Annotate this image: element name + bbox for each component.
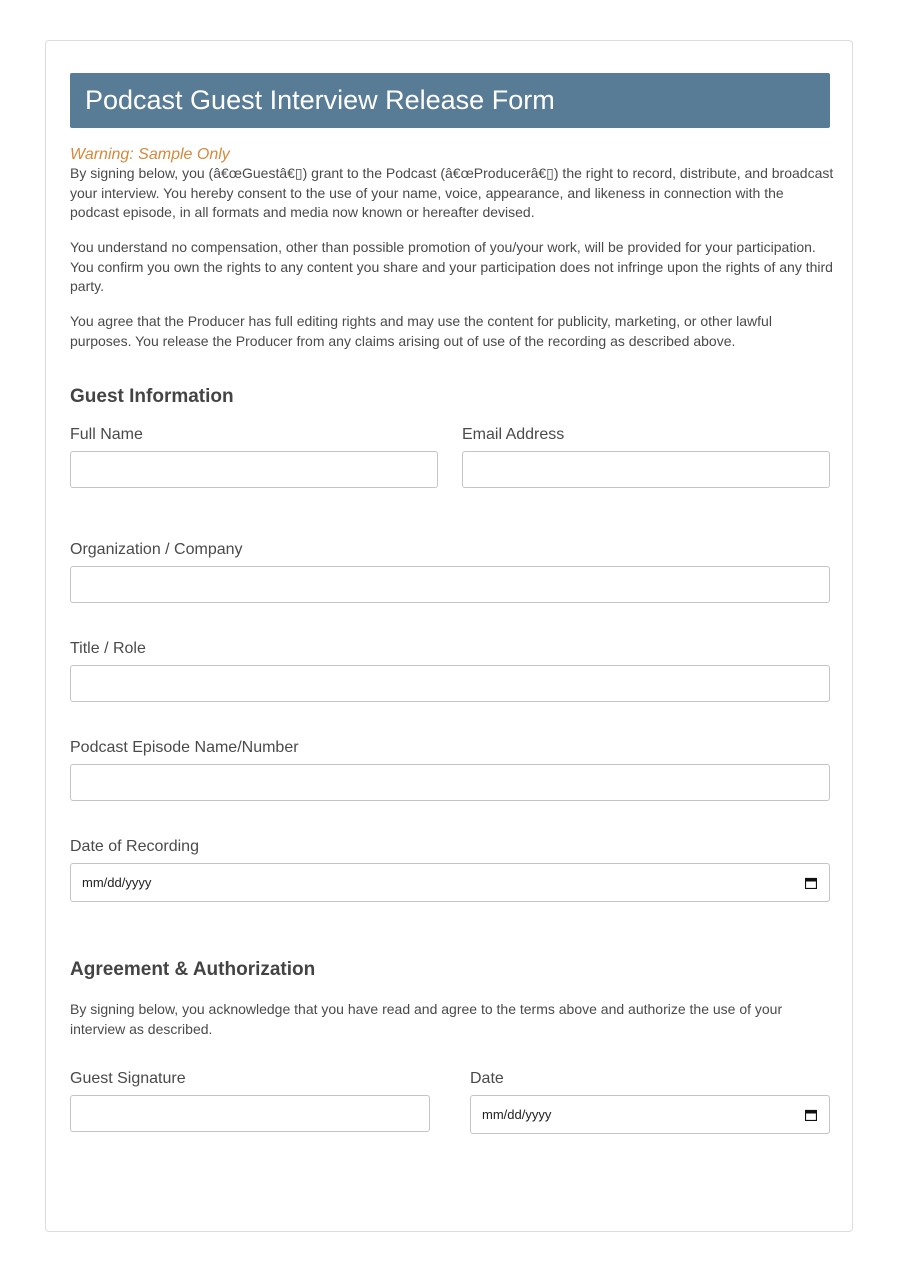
date-label: Date (470, 1070, 504, 1087)
calendar-icon[interactable] (805, 1109, 817, 1121)
intro-paragraph-1: By signing below, you (â€œGuestâ€▯) grant to the Podcast (â€œProducerâ€▯) the right to record, distribute, and broadcast your interview. You hereby consent to the use of your name, voice, appearance, and likeness in connection with the podcast episode, in all formats and media now known or hereafter devised. (70, 165, 834, 220)
organization-label: Organization / Company (70, 541, 243, 558)
recording-date-label: Date of Recording (70, 838, 199, 855)
signature-input[interactable] (70, 1095, 430, 1132)
intro-paragraph-2: You understand no compensation, other than possible promotion of you/your work, will be provided for your participation. You confirm you own the rights to any content you share and your participation does not infringe upon the rights of any third party. (70, 239, 833, 294)
title-role-label: Title / Role (70, 640, 146, 657)
episode-label: Podcast Episode Name/Number (70, 739, 299, 756)
full-name-input[interactable] (70, 451, 438, 488)
warning-text: Warning: Sample Only (70, 146, 230, 163)
guest-info-heading: Guest Information (70, 386, 234, 407)
agreement-text: By signing below, you acknowledge that you have read and agree to the terms above and authorize the use of your interview as described. (70, 1001, 783, 1037)
episode-input[interactable] (70, 764, 830, 801)
intro-paragraph-3: You agree that the Producer has full editing rights and may use the content for publicity, marketing, or other lawful purposes. You release the Producer from any claims arising out of use of the recording as described above. (70, 313, 772, 349)
calendar-icon[interactable] (805, 877, 817, 889)
email-input[interactable] (462, 451, 830, 488)
signature-date-input[interactable] (470, 1095, 830, 1134)
title-role-input[interactable] (70, 665, 830, 702)
signature-label: Guest Signature (70, 1070, 186, 1087)
recording-date-input[interactable] (70, 863, 830, 902)
email-label: Email Address (462, 426, 565, 443)
organization-input[interactable] (70, 566, 830, 603)
agreement-heading: Agreement & Authorization (70, 959, 316, 980)
signature-date-placeholder: mm/dd/yyyy (482, 1107, 552, 1122)
recording-date-placeholder: mm/dd/yyyy (82, 875, 152, 890)
form-header (70, 73, 830, 128)
page-title: Podcast Guest Interview Release Form (85, 85, 555, 115)
full-name-label: Full Name (70, 426, 143, 443)
